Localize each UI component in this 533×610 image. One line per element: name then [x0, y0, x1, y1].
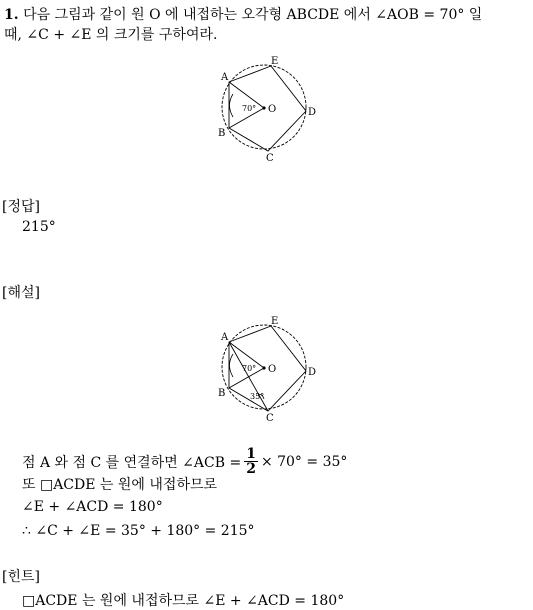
answer-value: 215° [22, 219, 56, 235]
solution-header: [해설] [2, 285, 40, 301]
problem-text-1: 다음 그림과 같이 원 O 에 내접하는 오각형 ABCDE 에서 ∠AOB = 70° 일 [23, 7, 483, 23]
solution-line-4: ∴ ∠C + ∠E = 35° + 180° = 215° [22, 523, 255, 539]
label-e: E [271, 56, 279, 67]
center-dot-2 [262, 366, 265, 369]
label-o: O [268, 104, 277, 115]
figure-pentagon-2 [215, 315, 325, 425]
label-d: D [308, 107, 317, 118]
label-angle-35: 35° [250, 392, 265, 401]
figure-pentagon-1 [215, 55, 325, 165]
label-o-2: O [268, 364, 277, 375]
hint-text: □ACDE 는 원에 내접하므로 ∠E + ∠ACD = 180° [22, 593, 345, 609]
problem-line-1 [4, 4, 482, 24]
fraction-one-half [244, 447, 258, 476]
arc-ab [230, 94, 234, 117]
solution-line-3: ∠E + ∠ACD = 180° [22, 499, 163, 515]
label-e-2: E [271, 316, 279, 327]
problem-line-2: 때, ∠C + ∠E 의 크기를 구하여라. [4, 27, 218, 43]
label-b: B [218, 128, 226, 139]
label-angle-70: 70° [242, 104, 257, 113]
fraction-numerator: 1 [246, 446, 256, 462]
label-a-2: A [221, 332, 229, 343]
center-dot [262, 106, 265, 109]
fraction-denominator: 2 [246, 461, 256, 477]
solution-line-1-suffix: × 70° = 35° [260, 453, 348, 470]
label-d-2: D [308, 367, 317, 378]
solution-line-1 [22, 447, 347, 476]
problem-number: 1. [4, 7, 19, 23]
answer-header: [정답] [2, 199, 40, 215]
label-b-2: B [218, 388, 226, 399]
solution-line-1-prefix: 점 A 와 점 C 를 연결하면 ∠ACB = [22, 454, 242, 471]
label-a: A [221, 72, 229, 83]
label-angle-70-2: 70° [242, 364, 257, 373]
label-c-2: C [266, 413, 274, 424]
arc-ab-2 [230, 354, 234, 377]
hint-header: [힌트] [2, 569, 40, 585]
solution-line-2: 또 □ACDE 는 원에 내접하므로 [22, 477, 218, 493]
label-c: C [266, 153, 274, 164]
